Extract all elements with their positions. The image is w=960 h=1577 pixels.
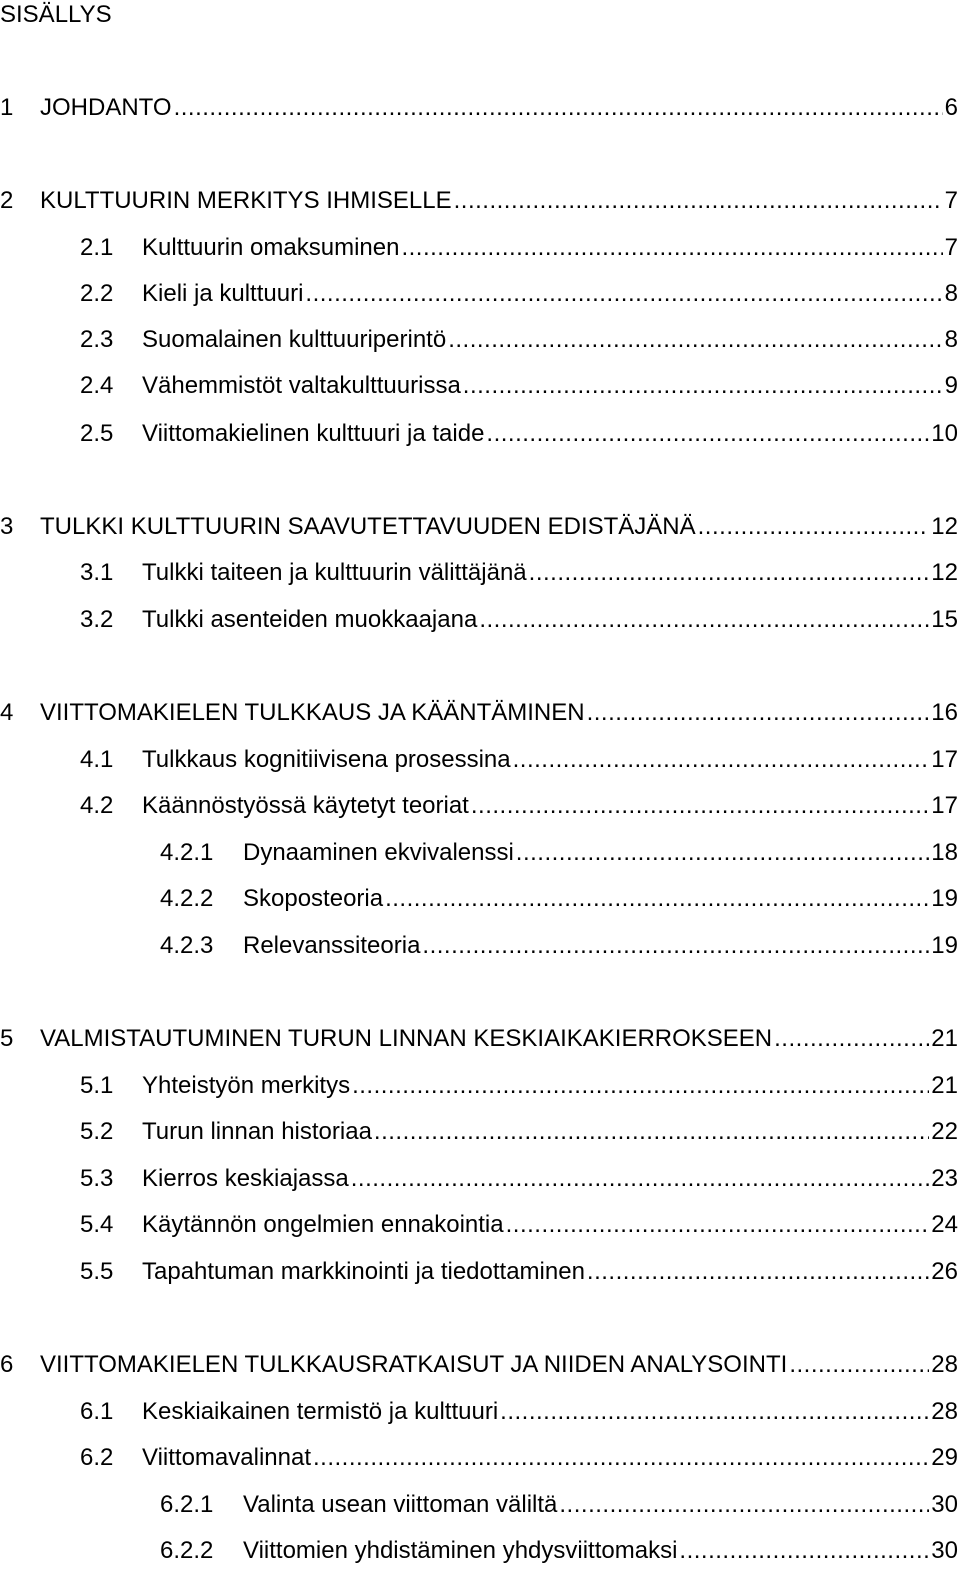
toc-entry-number: 4 bbox=[0, 699, 14, 726]
toc-heading: SISÄLLYS bbox=[0, 1, 112, 28]
toc-entry-title: Tulkki asenteiden muokkaajana bbox=[142, 606, 478, 633]
toc-entry-page: 23 bbox=[931, 1165, 958, 1192]
toc-entry-3[interactable] bbox=[0, 512, 958, 542]
toc-entry-title: Yhteistyön merkitys bbox=[142, 1072, 351, 1099]
toc-entry-title: Relevanssiteoria bbox=[243, 932, 421, 959]
toc-entry-2[interactable] bbox=[0, 186, 958, 216]
toc-entry-page: 12 bbox=[931, 559, 958, 586]
toc-entry-page: 9 bbox=[944, 372, 958, 399]
toc-entry-number: 4.2.2 bbox=[160, 885, 214, 912]
toc-entry-title: Suomalainen kulttuuriperintö bbox=[142, 326, 447, 353]
dot-leader bbox=[351, 1164, 930, 1194]
toc-entry-title: Tapahtuman markkinointi ja tiedottaminen bbox=[142, 1258, 585, 1285]
dot-leader bbox=[500, 1397, 929, 1427]
dot-leader bbox=[374, 1117, 929, 1147]
toc-entry-title: Turun linnan historiaa bbox=[142, 1118, 372, 1145]
dot-leader bbox=[587, 698, 930, 728]
toc-entry-2-3[interactable] bbox=[80, 325, 958, 355]
toc-entry-page: 24 bbox=[931, 1211, 958, 1238]
dot-leader bbox=[385, 884, 929, 914]
dot-leader bbox=[448, 325, 942, 355]
toc-entry-title: VALMISTAUTUMINEN TURUN LINNAN KESKIAIKAKIERROKSEEN bbox=[40, 1025, 773, 1052]
toc-entry-page: 29 bbox=[931, 1444, 958, 1471]
dot-leader bbox=[463, 371, 943, 401]
toc-entry-title: Viittomakielinen kulttuuri ja taide bbox=[142, 420, 485, 447]
toc-entry-page: 28 bbox=[931, 1351, 958, 1378]
toc-entry-title: Skoposteoria bbox=[243, 885, 384, 912]
dot-leader bbox=[479, 605, 929, 635]
toc-entry-number: 4.2 bbox=[80, 792, 114, 819]
toc-entry-2-4[interactable] bbox=[80, 371, 958, 401]
toc-entry-page: 17 bbox=[931, 746, 958, 773]
toc-entry-title: Viittomavalinnat bbox=[142, 1444, 311, 1471]
toc-entry-title: KULTTUURIN MERKITYS IHMISELLE bbox=[40, 187, 452, 214]
dot-leader bbox=[516, 838, 930, 868]
toc-entry-page: 12 bbox=[931, 513, 958, 540]
toc-entry-number: 6.2 bbox=[80, 1444, 114, 1471]
dot-leader bbox=[513, 745, 930, 775]
toc-entry-page: 21 bbox=[931, 1072, 958, 1099]
toc-entry-number: 2.2 bbox=[80, 280, 114, 307]
toc-entry-5-3[interactable] bbox=[80, 1164, 958, 1194]
toc-entry-page: 15 bbox=[931, 606, 958, 633]
toc-entry-5[interactable] bbox=[0, 1024, 958, 1054]
dot-leader bbox=[559, 1490, 929, 1520]
toc-entry-page: 8 bbox=[944, 280, 958, 307]
toc-entry-4-2-1[interactable] bbox=[160, 838, 958, 868]
toc-entry-number: 6.2.1 bbox=[160, 1491, 214, 1518]
dot-leader bbox=[529, 558, 930, 588]
dot-leader bbox=[698, 512, 930, 542]
toc-entry-2-2[interactable] bbox=[80, 279, 958, 309]
dot-leader bbox=[174, 93, 943, 123]
toc-entry-title: Viittomien yhdistäminen yhdysviittomaksi bbox=[243, 1537, 678, 1564]
toc-entry-title: Kulttuurin omaksuminen bbox=[142, 234, 400, 261]
toc-entry-4-2-3[interactable] bbox=[160, 931, 958, 961]
toc-entry-2-5[interactable] bbox=[80, 419, 958, 449]
dot-leader bbox=[422, 931, 929, 961]
toc-entry-number: 2.1 bbox=[80, 234, 114, 261]
toc-entry-page: 17 bbox=[931, 792, 958, 819]
toc-entry-number: 4.2.1 bbox=[160, 839, 214, 866]
toc-entry-title: Valinta usean viittoman väliltä bbox=[243, 1491, 558, 1518]
toc-entry-title: VIITTOMAKIELEN TULKKAUS JA KÄÄNTÄMINEN bbox=[40, 699, 585, 726]
toc-entry-number: 2.5 bbox=[80, 420, 114, 447]
toc-entry-6-2[interactable] bbox=[80, 1443, 958, 1473]
toc-entry-number: 5.5 bbox=[80, 1258, 114, 1285]
dot-leader bbox=[401, 233, 942, 263]
dot-leader bbox=[789, 1350, 929, 1380]
toc-entry-number: 6.1 bbox=[80, 1398, 114, 1425]
toc-entry-number: 5.3 bbox=[80, 1165, 114, 1192]
toc-entry-4-2-2[interactable] bbox=[160, 884, 958, 914]
toc-entry-title: Vähemmistöt valtakulttuurissa bbox=[142, 372, 461, 399]
toc-entry-page: 19 bbox=[931, 885, 958, 912]
toc-entry-page: 7 bbox=[944, 234, 958, 261]
toc-entry-title: Tulkkaus kognitiivisena prosessina bbox=[142, 746, 511, 773]
toc-entry-number: 6 bbox=[0, 1351, 14, 1378]
toc-entry-1[interactable] bbox=[0, 93, 958, 123]
toc-entry-6-1[interactable] bbox=[80, 1397, 958, 1427]
toc-entry-title: TULKKI KULTTUURIN SAAVUTETTAVUUDEN EDISTÄJÄNÄ bbox=[40, 513, 696, 540]
dot-leader bbox=[486, 419, 929, 449]
dot-leader bbox=[454, 186, 943, 216]
toc-entry-number: 5.4 bbox=[80, 1211, 114, 1238]
toc-entry-4[interactable] bbox=[0, 698, 958, 728]
toc-entry-4-1[interactable] bbox=[80, 745, 958, 775]
toc-entry-title: VIITTOMAKIELEN TULKKAUSRATKAISUT JA NIIDEN ANALYSOINTI bbox=[40, 1351, 788, 1378]
toc-entry-number: 2 bbox=[0, 187, 14, 214]
toc-entry-page: 10 bbox=[931, 420, 958, 447]
dot-leader bbox=[679, 1536, 929, 1566]
toc-entry-number: 3.1 bbox=[80, 559, 114, 586]
toc-entry-number: 5.1 bbox=[80, 1072, 114, 1099]
toc-entry-4-2[interactable] bbox=[80, 791, 958, 821]
toc-entry-page: 30 bbox=[931, 1491, 958, 1518]
toc-entry-5-4[interactable] bbox=[80, 1210, 958, 1240]
toc-entry-number: 4.1 bbox=[80, 746, 114, 773]
toc-entry-page: 22 bbox=[931, 1118, 958, 1145]
toc-entry-title: Tulkki taiteen ja kulttuurin välittäjänä bbox=[142, 559, 527, 586]
toc-entry-page: 6 bbox=[944, 94, 958, 121]
toc-entry-number: 3 bbox=[0, 513, 14, 540]
toc-entry-title: Kieli ja kulttuuri bbox=[142, 280, 304, 307]
toc-entry-number: 6.2.2 bbox=[160, 1537, 214, 1564]
toc-entry-title: Dynaaminen ekvivalenssi bbox=[243, 839, 514, 866]
toc-entry-3-1[interactable] bbox=[80, 558, 958, 588]
toc-entry-title: Käännöstyössä käytetyt teoriat bbox=[142, 792, 469, 819]
toc-entry-page: 7 bbox=[944, 187, 958, 214]
toc-entry-number: 4.2.3 bbox=[160, 932, 214, 959]
toc-entry-title: Kierros keskiajassa bbox=[142, 1165, 349, 1192]
toc-entry-6-2-2[interactable] bbox=[160, 1536, 958, 1566]
toc-entry-number: 2.3 bbox=[80, 326, 114, 353]
toc-entry-page: 26 bbox=[931, 1258, 958, 1285]
dot-leader bbox=[587, 1257, 929, 1287]
toc-entry-5-5[interactable] bbox=[80, 1257, 958, 1287]
toc-entry-5-2[interactable] bbox=[80, 1117, 958, 1147]
toc-entry-title: JOHDANTO bbox=[40, 94, 172, 121]
dot-leader bbox=[352, 1071, 929, 1101]
toc-entry-page: 18 bbox=[931, 839, 958, 866]
toc-entry-page: 28 bbox=[931, 1398, 958, 1425]
toc-entry-2-1[interactable] bbox=[80, 233, 958, 263]
dot-leader bbox=[471, 791, 929, 821]
toc-entry-page: 30 bbox=[931, 1537, 958, 1564]
toc-entry-page: 19 bbox=[931, 932, 958, 959]
dot-leader bbox=[305, 279, 942, 309]
dot-leader bbox=[506, 1210, 930, 1240]
toc-entry-page: 16 bbox=[931, 699, 958, 726]
toc-entry-number: 3.2 bbox=[80, 606, 114, 633]
toc-entry-number: 5 bbox=[0, 1025, 14, 1052]
toc-entry-6[interactable] bbox=[0, 1350, 958, 1380]
toc-entry-number: 2.4 bbox=[80, 372, 114, 399]
toc-entry-3-2[interactable] bbox=[80, 605, 958, 635]
toc-entry-number: 5.2 bbox=[80, 1118, 114, 1145]
toc-entry-page: 21 bbox=[931, 1025, 958, 1052]
toc-entry-title: Käytännön ongelmien ennakointia bbox=[142, 1211, 504, 1238]
dot-leader bbox=[774, 1024, 929, 1054]
toc-entry-6-2-1[interactable] bbox=[160, 1490, 958, 1520]
toc-entry-title: Keskiaikainen termistö ja kulttuuri bbox=[142, 1398, 499, 1425]
toc-entry-number: 1 bbox=[0, 94, 14, 121]
toc-entry-page: 8 bbox=[944, 326, 958, 353]
dot-leader bbox=[313, 1443, 929, 1473]
toc-entry-5-1[interactable] bbox=[80, 1071, 958, 1101]
